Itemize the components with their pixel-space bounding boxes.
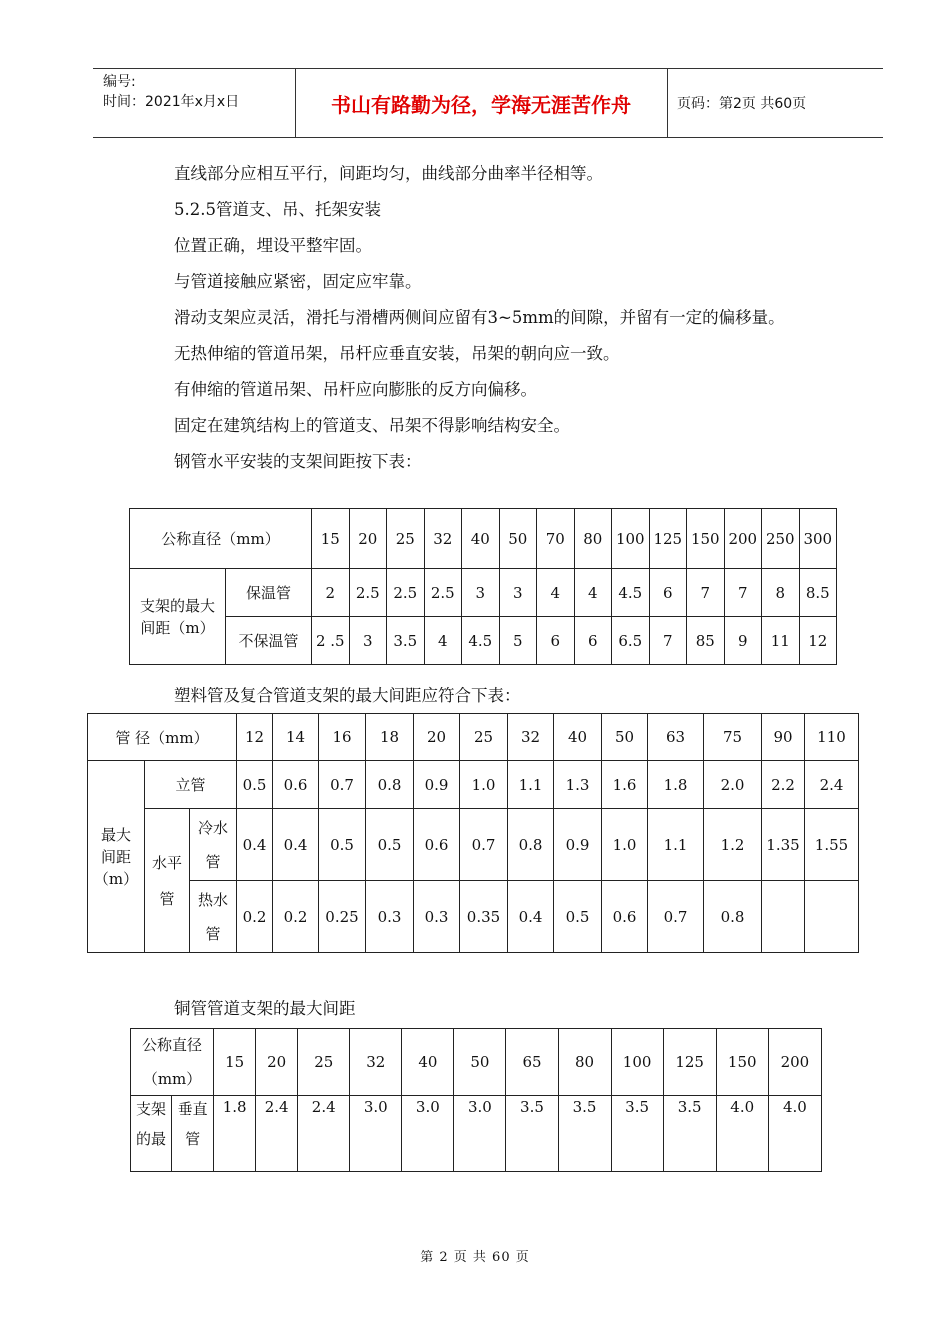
group-label xyxy=(131,1096,172,1172)
table-cell: 7 xyxy=(687,569,725,617)
table-cell: 1.0 xyxy=(602,809,648,881)
row-label: 保温管 xyxy=(226,569,312,617)
header-motto: 书山有路勤为径，学海无涯苦作舟 xyxy=(331,92,631,117)
table-cell: 1.1 xyxy=(508,761,554,809)
table-cell: 50 xyxy=(602,714,648,761)
table-cell: 0.9 xyxy=(554,809,602,881)
table-cell: 200 xyxy=(768,1029,821,1096)
table-cell: 1.35 xyxy=(762,809,805,881)
table-cell: 40 xyxy=(554,714,602,761)
diameter-header-line: （mm） xyxy=(142,1070,202,1088)
paragraph: 滑动支架应灵活，滑托与滑槽两侧间应留有3~5mm的间隙，并留有一定的偏移量。 xyxy=(174,308,785,327)
table-cell: 125 xyxy=(649,509,687,569)
table-cell: 0.5 xyxy=(237,761,273,809)
table-cell: 200 xyxy=(724,509,762,569)
table-cell: 3 xyxy=(462,569,500,617)
table-cell: 15 xyxy=(214,1029,256,1096)
table-cell: 2.5 xyxy=(349,569,387,617)
table-cell: 1.55 xyxy=(805,809,859,881)
table-cell: 7 xyxy=(649,617,687,665)
table-cell: 75 xyxy=(704,714,762,761)
table-cell: 18 xyxy=(366,714,414,761)
table-cell: 63 xyxy=(648,714,704,761)
table-cell: 2.4 xyxy=(805,761,859,809)
table-cell: 9 xyxy=(724,617,762,665)
table-cell: 65 xyxy=(506,1029,558,1096)
table-cell: 0.5 xyxy=(319,809,366,881)
table-cell: 3 xyxy=(349,617,387,665)
header-meta xyxy=(103,72,239,112)
table-cell: 3.0 xyxy=(402,1096,454,1172)
table-cell: 0.6 xyxy=(414,809,460,881)
table-cell: 3.0 xyxy=(350,1096,402,1172)
table-cell: 110 xyxy=(805,714,859,761)
table-cell: 1.0 xyxy=(460,761,508,809)
table-row xyxy=(131,1096,822,1172)
table-cell: 11 xyxy=(762,617,800,665)
paragraph: 与管道接触应紧密，固定应牢靠。 xyxy=(174,272,422,291)
table-cell: 0.8 xyxy=(366,761,414,809)
diameter-header xyxy=(131,1029,214,1096)
paragraph: 位置正确，埋设平整牢固。 xyxy=(174,236,372,255)
row-label xyxy=(190,881,237,953)
table-cell: 1.8 xyxy=(214,1096,256,1172)
table-cell: 2.2 xyxy=(762,761,805,809)
table-cell: 6 xyxy=(574,617,612,665)
table-cell: 150 xyxy=(687,509,725,569)
table-cell xyxy=(805,881,859,953)
table-cell: 0.25 xyxy=(319,881,366,953)
paragraph: 钢管水平安装的支架间距按下表： xyxy=(174,452,422,471)
copper-table-intro: 铜管管道支架的最大间距 xyxy=(174,999,356,1018)
table-row xyxy=(88,881,859,953)
table-cell: 6.5 xyxy=(612,617,650,665)
table-cell: 4.5 xyxy=(612,569,650,617)
paragraph: 无热伸缩的管道吊架，吊杆应垂直安装，吊架的朝向应一致。 xyxy=(174,344,620,363)
table-cell: 0.3 xyxy=(414,881,460,953)
row-label-line: 管 xyxy=(185,1130,201,1148)
table-cell: 0.8 xyxy=(508,809,554,881)
table-cell: 16 xyxy=(319,714,366,761)
group-label: 支架的最大间距（m） xyxy=(130,569,226,665)
table-cell: 3.5 xyxy=(663,1096,716,1172)
diameter-header: 公称直径（mm） xyxy=(130,509,312,569)
table-cell: 1.3 xyxy=(554,761,602,809)
table-cell: 4.0 xyxy=(768,1096,821,1172)
table-cell: 0.35 xyxy=(460,881,508,953)
table-cell: 3.5 xyxy=(558,1096,611,1172)
table-cell: 40 xyxy=(402,1029,454,1096)
table-cell: 4 xyxy=(424,617,462,665)
group-label-line: （m） xyxy=(93,869,139,888)
table-cell: 50 xyxy=(454,1029,506,1096)
group-label-line: 最大 xyxy=(100,825,131,844)
table-cell: 0.2 xyxy=(237,881,273,953)
table-row xyxy=(131,1029,822,1096)
table-cell xyxy=(762,881,805,953)
row-label: 不保温管 xyxy=(226,617,312,665)
table-cell: 125 xyxy=(663,1029,716,1096)
row-label-line: 热水 xyxy=(197,890,228,909)
steel-support-table xyxy=(129,508,837,665)
header-page-label: 页码：第2页 共60页 xyxy=(677,96,807,112)
group-label-line: 间距 xyxy=(100,847,131,866)
table-cell: 8.5 xyxy=(799,569,837,617)
table-cell: 6 xyxy=(537,617,575,665)
table-row xyxy=(130,569,837,617)
table-cell: 85 xyxy=(687,617,725,665)
table-cell: 20 xyxy=(256,1029,298,1096)
row-label: 立管 xyxy=(145,761,237,809)
diameter-header-line: 公称直径 xyxy=(142,1036,203,1054)
table-cell: 2 xyxy=(312,569,350,617)
table-cell: 0.4 xyxy=(508,881,554,953)
table-cell: 0.2 xyxy=(273,881,319,953)
row-label-line: 冷水 xyxy=(197,818,228,837)
table-row xyxy=(88,714,859,761)
horizontal-label-line: 水平 xyxy=(151,853,182,872)
table-cell: 25 xyxy=(298,1029,350,1096)
table-cell: 3.5 xyxy=(387,617,425,665)
table-cell: 20 xyxy=(349,509,387,569)
table-cell: 3.5 xyxy=(611,1096,663,1172)
table-cell: 20 xyxy=(414,714,460,761)
table-row xyxy=(88,761,859,809)
table-row xyxy=(130,617,837,665)
table-cell: 0.4 xyxy=(237,809,273,881)
table-cell: 2.5 xyxy=(387,569,425,617)
plastic-support-table xyxy=(87,713,859,953)
table-cell: 15 xyxy=(312,509,350,569)
table-cell: 80 xyxy=(558,1029,611,1096)
row-label-line: 管 xyxy=(205,852,221,871)
table-cell: 25 xyxy=(460,714,508,761)
table-cell: 0.9 xyxy=(414,761,460,809)
table-cell: 1.6 xyxy=(602,761,648,809)
table-cell: 0.5 xyxy=(554,881,602,953)
table-cell: 5 xyxy=(499,617,537,665)
table-cell: 0.5 xyxy=(366,809,414,881)
table-cell: 7 xyxy=(724,569,762,617)
table-cell: 50 xyxy=(499,509,537,569)
table-cell: 1.2 xyxy=(704,809,762,881)
diameter-header: 管 径（mm） xyxy=(88,714,237,761)
section-heading: 5.2.5管道支、吊、托架安装 xyxy=(174,200,381,219)
table-cell: 14 xyxy=(273,714,319,761)
table-cell: 100 xyxy=(612,509,650,569)
plastic-table-intro: 塑料管及复合管道支架的最大间距应符合下表： xyxy=(174,686,521,705)
table-cell: 3 xyxy=(499,569,537,617)
table-cell: 6 xyxy=(649,569,687,617)
table-cell: 150 xyxy=(716,1029,768,1096)
table-cell: 4 xyxy=(574,569,612,617)
table-cell: 0.7 xyxy=(648,881,704,953)
paragraph: 直线部分应相互平行，间距均匀，曲线部分曲率半径相等。 xyxy=(174,164,603,183)
table-cell: 0.6 xyxy=(602,881,648,953)
table-cell: 32 xyxy=(350,1029,402,1096)
table-cell: 80 xyxy=(574,509,612,569)
table-cell: 100 xyxy=(611,1029,663,1096)
group-label-line: 支架 xyxy=(136,1100,167,1118)
table-cell: 25 xyxy=(387,509,425,569)
copper-support-table xyxy=(130,1028,822,1172)
table-cell: 1.1 xyxy=(648,809,704,881)
table-cell: 4.5 xyxy=(462,617,500,665)
table-cell: 4 xyxy=(537,569,575,617)
table-cell: 250 xyxy=(762,509,800,569)
group-label xyxy=(88,761,145,953)
table-cell: 32 xyxy=(508,714,554,761)
table-cell: 300 xyxy=(799,509,837,569)
paragraph: 有伸缩的管道吊架、吊杆应向膨胀的反方向偏移。 xyxy=(174,380,537,399)
table-cell: 0.7 xyxy=(460,809,508,881)
table-row xyxy=(88,809,859,881)
table-row xyxy=(130,509,837,569)
paragraph: 固定在建筑结构上的管道支、吊架不得影响结构安全。 xyxy=(174,416,570,435)
table-cell: 4.0 xyxy=(716,1096,768,1172)
table-cell: 12 xyxy=(237,714,273,761)
table-cell: 1.8 xyxy=(648,761,704,809)
page-header xyxy=(93,68,883,138)
table-cell: 3.0 xyxy=(454,1096,506,1172)
table-cell: 2.4 xyxy=(298,1096,350,1172)
horizontal-label-line: 管 xyxy=(159,889,175,908)
table-cell: 2.0 xyxy=(704,761,762,809)
table-cell: 0.3 xyxy=(366,881,414,953)
header-divider xyxy=(667,69,668,137)
table-cell: 2.4 xyxy=(256,1096,298,1172)
table-cell: 40 xyxy=(462,509,500,569)
table-cell: 32 xyxy=(424,509,462,569)
table-cell: 0.8 xyxy=(704,881,762,953)
code-label: 编号: xyxy=(103,74,136,90)
row-label xyxy=(190,809,237,881)
table-cell: 2.5 xyxy=(424,569,462,617)
table-cell: 8 xyxy=(762,569,800,617)
table-cell: 2 .5 xyxy=(312,617,350,665)
table-cell: 70 xyxy=(537,509,575,569)
page-footer: 第 2 页 共 60 页 xyxy=(420,1250,530,1265)
row-label-line: 管 xyxy=(205,924,221,943)
table-cell: 90 xyxy=(762,714,805,761)
horizontal-label xyxy=(145,809,190,953)
table-cell: 12 xyxy=(799,617,837,665)
group-label-line: 的最 xyxy=(136,1130,167,1148)
table-cell: 3.5 xyxy=(506,1096,558,1172)
row-label-line: 垂直 xyxy=(177,1100,208,1118)
table-cell: 0.4 xyxy=(273,809,319,881)
table-cell: 0.6 xyxy=(273,761,319,809)
time-label: 时间：2021年x月x日 xyxy=(103,94,240,110)
row-label xyxy=(172,1096,214,1172)
table-cell: 0.7 xyxy=(319,761,366,809)
